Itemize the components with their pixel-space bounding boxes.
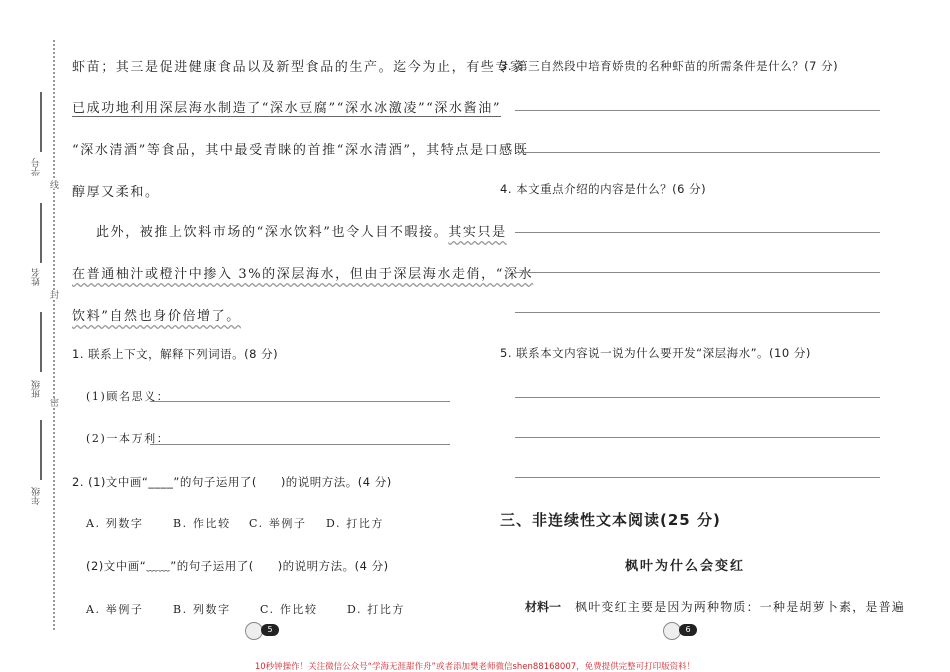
page-number-badge xyxy=(245,622,279,638)
binding-dotted-line xyxy=(53,40,55,630)
name-line xyxy=(40,203,42,263)
passage-line xyxy=(96,221,507,240)
answer-line[interactable] xyxy=(150,444,450,445)
binding-mark-seal: 封 xyxy=(48,290,58,299)
label-grade: 年级 xyxy=(32,487,42,505)
option-b: B. 作比较 xyxy=(173,517,231,530)
passage-text: 此外，被推上饮料市场的“深水饮料”也令人目不暇接。 xyxy=(96,225,449,240)
question-3: 3. 第三自然段中培育娇贵的名种虾苗的所需条件是什么？(7 分) xyxy=(500,59,839,73)
material-label: 材料一 xyxy=(525,600,562,614)
option-c: C. 举例子 xyxy=(249,517,307,530)
label-name: 姓名 xyxy=(32,268,42,286)
binding-mark-line: 线 xyxy=(48,180,58,189)
label-class: 班级 xyxy=(32,380,42,398)
student-id-line xyxy=(40,92,42,152)
passage-line: 虾苗；其三是促进健康食品以及新型食品的生产。迄今为止，有些专家 xyxy=(72,60,525,75)
option-c: C. 作比较 xyxy=(260,603,318,616)
binding-mark-secret: 密 xyxy=(48,398,58,407)
wavy-underlined-text: 在普通柚汁或橙汁中掺入 3%的深层海水，但由于深层海水走俏，“深水 xyxy=(72,267,534,282)
question-2-1: 2. (1)文中画“____”的句子运用了( )的说明方法。(4 分) xyxy=(72,475,392,489)
section-heading: 三、非连续性文本阅读(25 分) xyxy=(500,511,721,529)
question-1: 1. 联系上下文，解释下列词语。(8 分) xyxy=(72,347,279,361)
label-student-id: 学号 xyxy=(32,158,42,176)
answer-line[interactable] xyxy=(515,312,880,313)
wavy-underlined-text: 饮料”自然也身价倍增了。 xyxy=(72,309,241,324)
grade-line xyxy=(40,420,42,480)
passage-line: 已成功地利用深层海水制造了“深水豆腐”“深水冰激凌”“深水酱油” xyxy=(72,97,501,117)
passage-line: 醇厚又柔和。 xyxy=(72,185,160,200)
wavy-underlined-text: 其实只是 xyxy=(448,225,507,240)
answer-line[interactable] xyxy=(150,401,450,402)
page-number-badge xyxy=(663,622,697,638)
answer-line[interactable] xyxy=(515,272,880,273)
question-4: 4. 本文重点介绍的内容是什么？(6 分) xyxy=(500,182,707,196)
option-d: D. 打比方 xyxy=(347,603,406,616)
question-2-2: (2)文中画“﹏﹏”的句子运用了( )的说明方法。(4 分) xyxy=(86,559,389,573)
footer-promo-text: 10秒钟操作！关注微信公众号“学海无涯甜作舟”或者添加樊老师微信shen88168007，免费提供完整可打印版资料！ xyxy=(254,662,696,672)
passage-line: “深水清酒”等食品，其中最受青睐的首推“深水清酒”，其特点是口感既 xyxy=(72,143,529,158)
page-number: 6 xyxy=(679,624,697,636)
answer-line[interactable] xyxy=(515,437,880,438)
material-text: 枫叶变红主要是因为两种物质：一种是胡萝卜素，是普遍 xyxy=(575,600,906,614)
q1-item-2-label: (2)一本万利： xyxy=(86,432,170,445)
article-title: 枫叶为什么会变红 xyxy=(625,559,746,574)
answer-line[interactable] xyxy=(515,477,880,478)
q1-item-1-label: (1)顾名思义： xyxy=(86,390,170,403)
answer-line[interactable] xyxy=(515,232,880,233)
option-a: A. 举例子 xyxy=(86,603,144,616)
answer-line[interactable] xyxy=(515,152,880,153)
option-b: B. 列数字 xyxy=(173,603,231,616)
answer-line[interactable] xyxy=(515,110,880,111)
question-5: 5. 联系本文内容说一说为什么要开发“深层海水”。(10 分) xyxy=(500,346,811,360)
answer-line[interactable] xyxy=(515,397,880,398)
option-a: A. 列数字 xyxy=(86,517,144,530)
option-d: D. 打比方 xyxy=(326,517,385,530)
page-number: 5 xyxy=(261,624,279,636)
class-line xyxy=(40,312,42,372)
